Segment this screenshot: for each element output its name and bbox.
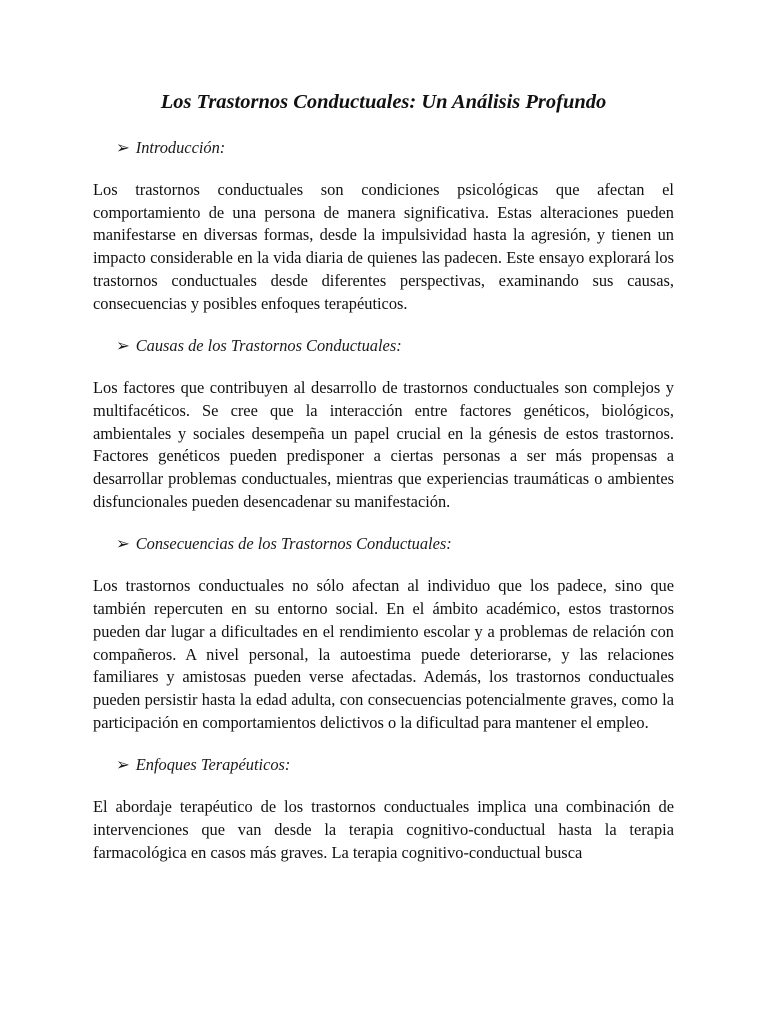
arrow-bullet-icon: ➢ bbox=[116, 755, 130, 775]
section-paragraph-consecuencias: Los trastornos conductuales no sólo afectan al individuo que los padece, sino que también repercuten en su entorno social. En el ámbito académico, estos trastornos pueden dar lugar a dificultades en el rendimiento escolar y a problemas de relación con compañeros. A nivel personal, la autoestima puede deteriorarse, y las relaciones familiares y amistosas pueden verse afectadas. Además, los trastornos conductuales pueden persistir hasta la edad adulta, con consecuencias potencialmente graves, como la participación en comportamientos delictivos o la dificultad para mantener el empleo. bbox=[93, 576, 674, 732]
section-heading-text: Causas de los Trastornos Conductuales: bbox=[135, 336, 402, 356]
arrow-bullet-icon: ➢ bbox=[116, 138, 130, 157]
arrow-bullet-icon: ➢ bbox=[116, 336, 130, 356]
section-heading-consecuencias bbox=[93, 533, 674, 555]
section-paragraph-enfoques: El abordaje terapéutico de los trastornos conductuales implica una combinación de intervenciones que van desde la terapia cognitivo-conductual hasta la terapia farmacológica en casos más graves. La terapia cognitivo-conductual busca bbox=[93, 797, 674, 862]
section-paragraph-introduccion: Los trastornos conductuales son condiciones psicológicas que afectan el comportamiento de una persona de manera significativa. Estas alteraciones pueden manifestarse en diversas formas, desde la impulsividad hasta la agresión, y tienen un impacto considerable en la vida diaria de quienes las padecen. Este ensayo explorará los trastornos conductuales desde diferentes perspectivas, examinando sus causas, consecuencias y posibles enfoques terapéuticos. bbox=[93, 180, 674, 313]
section-heading-text: Introducción: bbox=[135, 138, 226, 157]
document-title: Los Trastornos Conductuales: Un Análisis Profundo bbox=[160, 91, 607, 113]
section-paragraph-causas: Los factores que contribuyen al desarrollo de trastornos conductuales son complejos y multifacéticos. Se cree que la interacción entre factores genéticos, biológicos, ambientales y sociales desempeña un papel crucial en la génesis de estos trastornos. Factores genéticos pueden predisponer a ciertas personas a ser más propensas a desarrollar problemas conductuales, mientras que experiencias traumáticas o ambientes disfuncionales pueden desencadenar su manifestación. bbox=[93, 378, 674, 511]
arrow-bullet-icon: ➢ bbox=[116, 534, 130, 554]
section-heading-causas bbox=[93, 335, 674, 357]
section-heading-introduccion bbox=[93, 137, 674, 159]
section-heading-text: Consecuencias de los Trastornos Conductuales: bbox=[135, 534, 452, 554]
section-heading-enfoques bbox=[93, 754, 674, 776]
document-page bbox=[93, 88, 674, 864]
section-heading-text: Enfoques Terapéuticos: bbox=[135, 755, 291, 775]
